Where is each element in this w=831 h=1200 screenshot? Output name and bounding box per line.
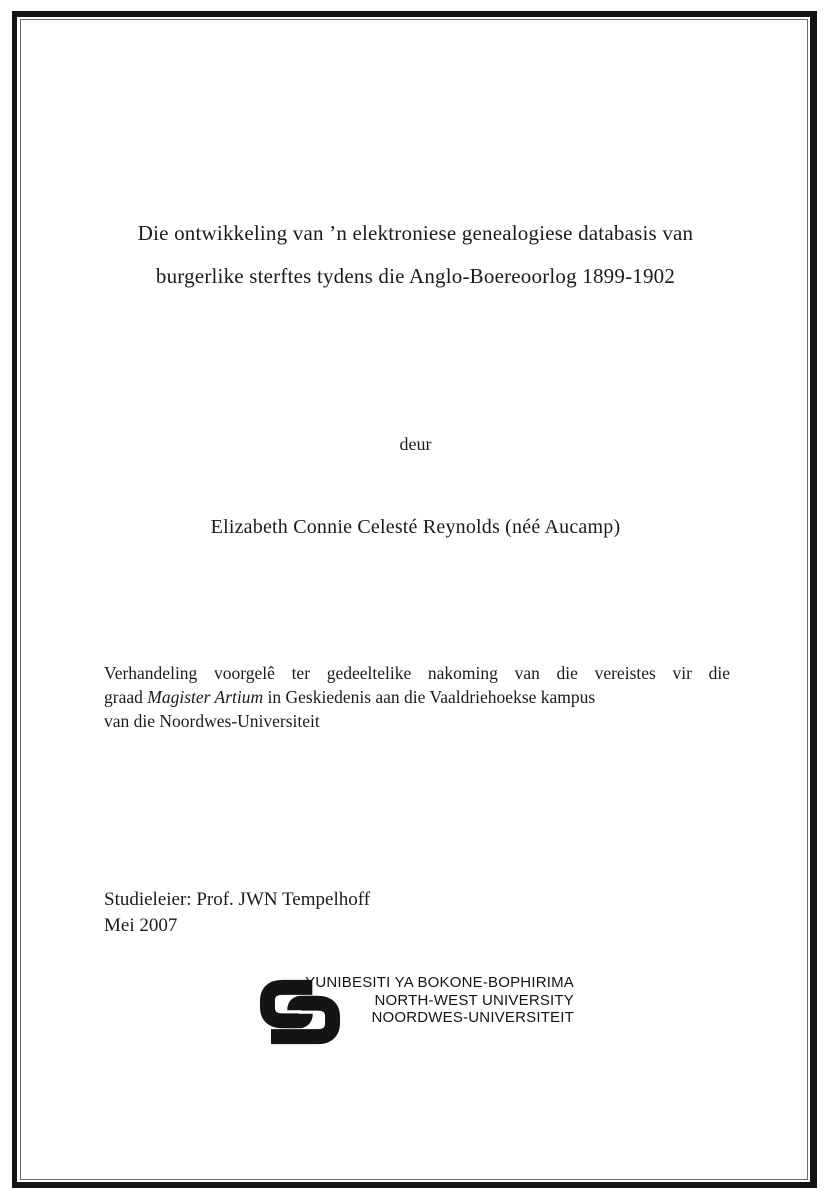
degree-name-italic: Magister Artium xyxy=(147,687,264,707)
nwu-logo xyxy=(256,970,574,1056)
supervisor-block xyxy=(104,887,370,939)
supervisor-line: Studieleier: Prof. JWN Tempelhoff xyxy=(104,889,371,910)
submission-statement xyxy=(104,661,730,733)
title-line-1: Die ontwikkeling van ’n elektroniese genealogiese databasis van xyxy=(137,221,694,245)
logo-text-line-3: NOORDWES-UNIVERSITEIT xyxy=(371,1009,574,1026)
author-name: Elizabeth Connie Celesté Reynolds (néé Aucamp) xyxy=(210,516,621,538)
title-line-2: burgerlike sterftes tydens die Anglo-Boereoorlog 1899-1902 xyxy=(155,264,676,288)
date-line: Mei 2007 xyxy=(104,915,178,936)
statement-line-2 xyxy=(104,685,730,709)
statement-line-2-prefix: graad xyxy=(104,687,148,707)
logo-text-line-1: YUNIBESITI YA BOKONE-BOPHIRIMA xyxy=(305,974,574,991)
logo-text-line-2: NORTH-WEST UNIVERSITY xyxy=(374,991,574,1009)
statement-line-1: Verhandeling voorgelê ter gedeeltelike nakoming van die vereistes vir die xyxy=(104,663,730,683)
nwu-logo-wordmark xyxy=(305,974,574,1027)
thesis-title xyxy=(60,212,771,298)
statement-line-2-suffix: in Geskiedenis aan die Vaaldriehoekse kampus xyxy=(263,687,596,707)
statement-line-3: van die Noordwes-Universiteit xyxy=(104,711,320,731)
byline-deur: deur xyxy=(399,434,432,454)
